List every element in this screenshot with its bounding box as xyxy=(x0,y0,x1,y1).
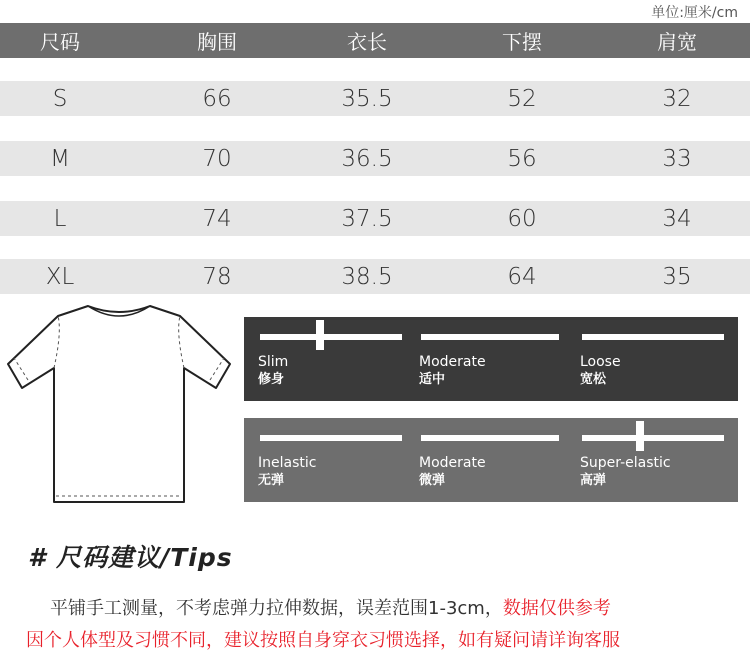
header-length: 衣长 xyxy=(347,30,387,54)
elastic-bar-super xyxy=(582,435,724,441)
fit-scale-panel xyxy=(244,317,738,401)
tips-line-1 xyxy=(50,594,611,620)
fit-bar-loose xyxy=(582,334,724,340)
elastic-label-super xyxy=(580,454,671,490)
cell-length: 37.5 xyxy=(341,205,393,232)
cell-hem: 64 xyxy=(507,263,537,290)
cell-hem: 60 xyxy=(507,205,537,232)
cell-shoulder: 32 xyxy=(662,85,692,112)
fit-label-en: Slim xyxy=(258,354,289,370)
cell-size: XL xyxy=(45,263,75,290)
fit-label-en: Loose xyxy=(580,354,621,370)
cell-size: M xyxy=(50,145,70,172)
elastic-label-zh: 高弹 xyxy=(580,473,607,488)
fit-label-zh: 宽松 xyxy=(580,372,607,387)
elasticity-scale-panel xyxy=(244,418,738,502)
table-row xyxy=(0,201,750,236)
tips-title: # 尺码建议/Tips xyxy=(28,543,233,572)
fit-label-zh: 适中 xyxy=(419,372,446,387)
fit-label-zh: 修身 xyxy=(258,372,285,387)
tips-line-1-red: 数据仅供参考 xyxy=(502,598,611,619)
elastic-label-en: Super-elastic xyxy=(580,455,671,471)
table-header-row xyxy=(0,23,750,58)
elastic-label-moderate xyxy=(419,454,486,490)
fit-selected-marker xyxy=(316,320,324,350)
tips-line-1-text: 平铺手工测量，不考虑弹力拉伸数据，误差范围1-3cm， xyxy=(50,598,503,619)
cell-length: 36.5 xyxy=(341,145,393,172)
cell-length: 38.5 xyxy=(341,263,393,290)
cell-chest: 74 xyxy=(202,205,232,232)
fit-bar-slim xyxy=(260,334,402,340)
header-chest: 胸围 xyxy=(197,30,237,54)
cell-hem: 56 xyxy=(507,145,537,172)
elastic-label-zh: 微弹 xyxy=(419,473,446,488)
cell-shoulder: 33 xyxy=(662,145,692,172)
header-hem: 下摆 xyxy=(502,30,542,54)
tips-line-2: 因个人体型及习惯不同，建议按照自身穿衣习惯选择，如有疑问请详询客服 xyxy=(26,630,620,651)
elastic-bar-inelastic xyxy=(260,435,402,441)
fit-label-slim xyxy=(258,353,288,389)
fit-label-moderate xyxy=(419,353,486,389)
table-row xyxy=(0,259,750,294)
elastic-bar-moderate xyxy=(421,435,559,441)
table-row xyxy=(0,141,750,176)
cell-size: L xyxy=(53,205,67,232)
fit-label-en: Moderate xyxy=(419,354,486,370)
header-size: 尺码 xyxy=(40,30,80,54)
cell-size: S xyxy=(52,85,68,112)
elastic-label-inelastic xyxy=(258,454,316,490)
unit-label: 单位:厘米/cm xyxy=(651,5,738,21)
elastic-label-en: Inelastic xyxy=(258,455,317,471)
cell-shoulder: 34 xyxy=(662,205,692,232)
cell-chest: 66 xyxy=(202,85,232,112)
elastic-label-zh: 无弹 xyxy=(258,473,285,488)
cell-hem: 52 xyxy=(507,85,537,112)
elastic-label-en: Moderate xyxy=(419,455,486,471)
header-shoulder: 肩宽 xyxy=(657,30,697,54)
tshirt-illustration xyxy=(4,302,234,508)
cell-chest: 78 xyxy=(202,263,232,290)
cell-chest: 70 xyxy=(202,145,232,172)
cell-shoulder: 35 xyxy=(662,263,692,290)
fit-label-loose xyxy=(580,353,621,389)
table-row xyxy=(0,81,750,116)
cell-length: 35.5 xyxy=(341,85,393,112)
fit-bar-moderate xyxy=(421,334,559,340)
elastic-selected-marker xyxy=(636,421,644,451)
